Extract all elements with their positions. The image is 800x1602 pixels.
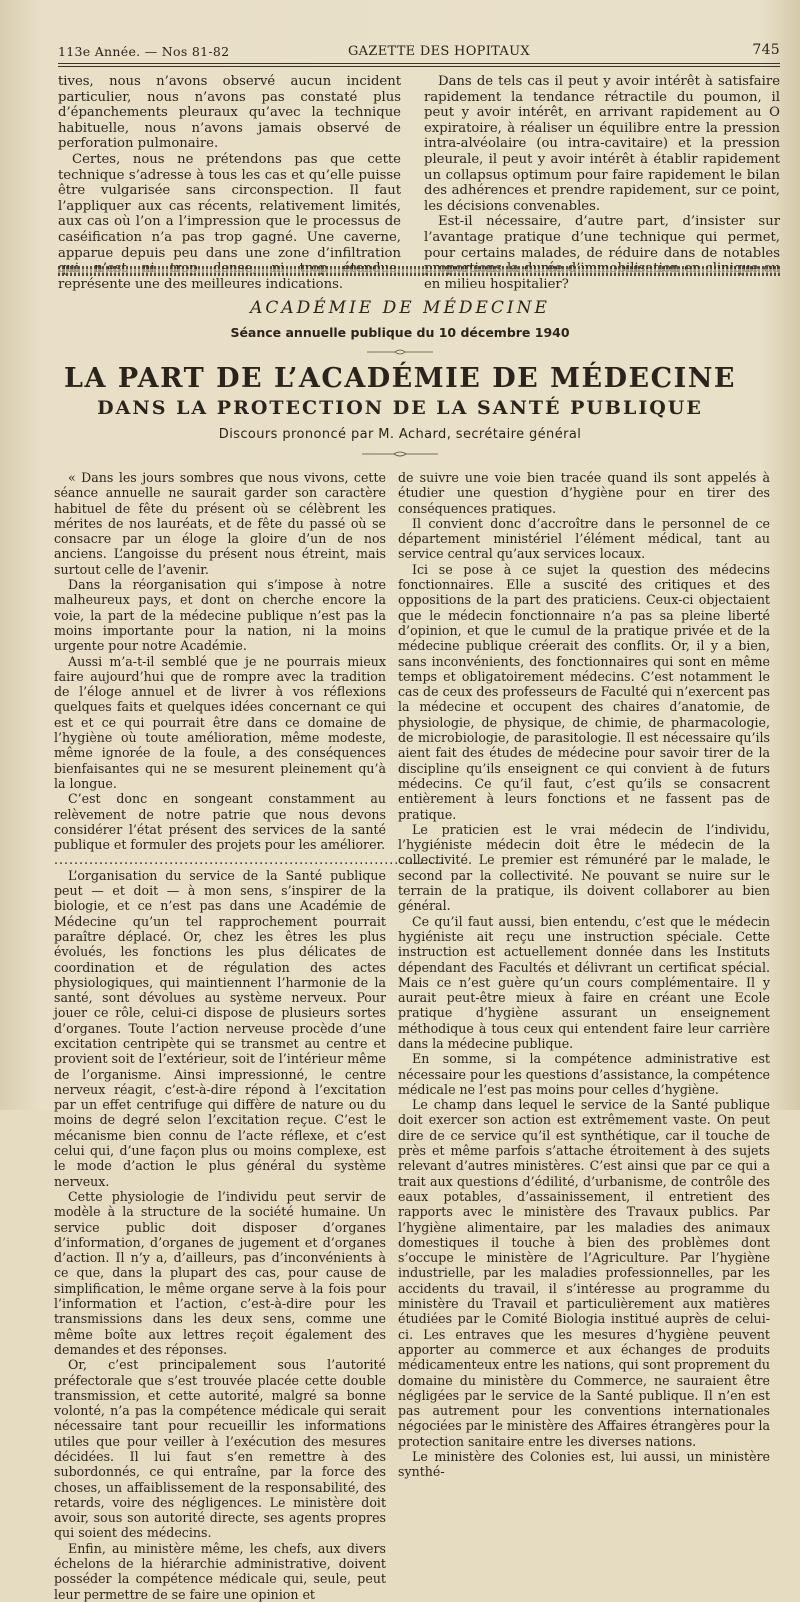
session-line: Séance annuelle publique du 10 décembre 1940 <box>230 325 570 340</box>
paragraph: Aussi m’a-t-il semblé que je ne pourrais mieux faire aujourd’hui que de rompre avec la tradition de l’éloge annuel et de livrer à vos réflexions quelques faits et quelques idées concernant ce qui est et ce qui pourrait être dans ce domaine de l’hygiène où toute amélioration, même modeste, même ignorée de la foule, a des conséquences bienfaisantes qui ne se mesurent pleinement qu’à la longue. <box>54 653 386 791</box>
paragraph: tives, nous n’avons observé aucun incident particulier, nous n’avons pas constaté plus d’épanchements pleuraux qu’avec la technique habituelle, nous n’avons jamais observé de perforation pulmonaire. <box>58 74 401 152</box>
paragraph: Est-il nécessaire, d’autre part, d’insister sur l’avantage pratique d’une technique qui permet, pour certains malades, de réduire dans de notables en milieu hospitalier? <box>424 214 780 292</box>
paragraph: Dans la réorganisation qui s’impose à notre malheureux pays, et dont on cherche encore la voie, la part de la médecine publique n’est pas la moins importante pour la nation, ni la moins urgente pour notre Académie. <box>54 577 386 654</box>
body-right-column <box>398 470 770 1480</box>
paragraph: Le ministère des Colonies est, lui aussi, un ministère synthé- <box>398 1449 770 1480</box>
paragraph: C’est donc en songeant constamment au relèvement de notre patrie que nous devons considérer l’état présent des services de la santé publique et formuler des projets pour les améliorer. <box>54 791 386 853</box>
issue-number: 113e Année. — Nos 81-82 <box>58 44 230 59</box>
academy-heading: ACADÉMIE DE MÉDECINE <box>250 298 550 318</box>
paragraph: En somme, si la compétence administrative est nécessaire pour les questions d’assistance, la compétence médicale ne l’est pas moins pour celles d’hygiène. <box>398 1051 771 1097</box>
paragraph: Le champ dans lequel le service de la Santé publique doit exercer son action est extrêmement vaste. On peut dire de ce service qu’il est synthétique, car il touche de près et même parfois s’attache étroitement à des sujets relevant d’autres ministères. C’est ainsi que par ce qui a trait aux questions d’édilité, d’urbanisme, de contrôle des eaux potables, d’assainissement, il entretient des rapports avec le ministère des Travaux publics. Par l’hygiène alimentaire, par les maladies des animaux domestiques il touche à bien des problèmes dont s’occupe le ministère de l’Agriculture. Par l’hygiène industrielle, par les maladies professionnelles, par les accidents du travail, il s’intéresse au programme du ministère du Travail et particulièrement aux matières étudiées par le Comité Biologia institué auprès de celui-ci. Les entraves que les mesures d’hygiène peuvent apporter au commerce et aux échanges de produits médicamenteux entre les nations, qui sont proprement du domaine du ministère du Commerce, ne sauraient être négligées par le service de la Santé publique. Il n’en est pas autrement pour les conventions internationales négociées par le ministère des Affaires étrangères pour la protection sanitaire entre les diverses nations. <box>398 1097 770 1449</box>
paragraph: Or, c’est principalement sous l’autorité préfectorale que s’est trouvée placée cette double transmission, et cette autorité, malgré sa bonne volonté, n’a pas la compétence médicale qui serait nécessaire tant pour recueillir les informations utiles que pour veiller à l’exécution des mesures décidées. Il lui faut s’en remettre à des subordonnés, ce qui entraîne, par la force des choses, un affaiblissement de la responsabilité, des retards, voire des négligences. Le ministère doit avoir, sous son autorité directe, ses agents propres qui soient des médecins. <box>54 1357 386 1541</box>
paragraph: L’organisation du service de la Santé publique peut — et doit — à mon sens, s’inspirer de la biologie, et ce n’est pas dans une Académie de Médecine qu’un tel rapprochement pourrait paraître déplacé. Or, chez les êtres les plus évolués, les fonctions les plus délicates de coordination et de régulation des actes physiologiques, qui maintiennent l’harmonie de la santé, sont dévolues au système nerveux. Pour jouer ce rôle, celui-ci dispose de plusieurs sortes d’organes. Toute l’action nerveuse procède d’une excitation centripète qui se transmet au centre et provient soit de l’extérieur, soit de l’intérieur même de l’organisme. Ainsi impressionné, le centre nerveux réagit, c’est-à-dire répond à l’excitation par un effet centrifuge qui diffère de nature ou du moins de degré selon l’excitation reçue. C’est le mécanisme bien connu de l’acte réflexe, et c’est celui qui, d’une façon plus ou moins complexe, est le mode d’action le plus général du système nerveux. <box>54 867 386 1189</box>
paragraph: Enfin, au ministère même, les chefs, aux divers échelons de la hiérarchie administrative, doivent posséder la compétence médicale qui, seule, peut leur permettre de se faire une opinion et <box>54 1540 386 1602</box>
ornamental-divider-band <box>58 269 780 273</box>
running-header <box>58 40 780 62</box>
paragraph: Cette physiologie de l’individu peut servir de modèle à la structure de la société humaine. Un service public doit disposer d’organes d’information, d’organes de jugement et d’organes d’action. Il n’y a, d’ailleurs, pas d’inconvénients à ce que, dans la plupart des cas, pour cause de simplification, le même organe serve à la fois pour l’information et l’action, c’est-à-dire pour les transmissions dans les deux sens, comme une même boîte aux lettres reçoit également des demandes et des réponses. <box>54 1188 386 1357</box>
paragraph: Dans de tels cas il peut y avoir intérêt à satisfaire rapidement la tendance rétractile du poumon, il peut y avoir intérêt, en arrivant rapidement au O expiratoire, à réaliser un équilibre entre la pression intra-alvéolaire (ou intra-cavitaire) et la pression pleurale, il peut y avoir intérêt à établir rapidement un collapsus optimum pour faire rapidement le bilan des adhérences et prendre rapidement, sur ce point, les décisions convenables. <box>424 74 780 214</box>
byline: Discours prononcé par M. Achard, secrétaire général <box>218 427 582 442</box>
header-rule <box>58 63 780 64</box>
paragraph: Ce qu’il faut aussi, bien entendu, c’est que le médecin hygiéniste ait reçu une instruction spéciale. Cette instruction est actuellement donnée dans les Instituts dépendant des Facultés et délivrant un certificat spécial. Mais ce n’est guère qu’un cours complémentaire. Il y aurait peut-être mieux à faire en créant une Ecole pratique d’hygiène assurant un enseignement méthodique à tous ceux qui entendent faire leur carrière dans la médecine publique. <box>398 913 770 1051</box>
article-subtitle: DANS LA PROTECTION DE LA SANTÉ PUBLIQUE <box>97 397 703 419</box>
body-left-column <box>54 470 445 1602</box>
paragraph: Il convient donc d’accroître dans le personnel de ce département ministériel l’élément médical, tant au service central qu’aux services locaux. <box>398 515 770 562</box>
top-right-column <box>424 74 780 292</box>
header-rule-2 <box>58 66 780 67</box>
section-dots: .............................................................................. <box>54 852 445 868</box>
paragraph: « Dans les jours sombres que nous vivons, cette séance annuelle ne saurait garder son caractère habituel de fête du présent où se célèbrent les mérites de nos lauréats, et de fête du passé où se consacre par un éloge la gloire d’un de nos anciens. L’angoisse du présent nous étreint, mais surtout celle de l’avenir. <box>54 470 386 577</box>
paragraph: Ici se pose à ce sujet la question des médecins fonctionnaires. Elle a suscité des critiques et des oppositions de la part des praticiens. Ceux-ci objectaient que le médecin fonctionnaire n’a pas sa pleine liberté d’opinion, et que le cumul de la pratique privée et de la médecine publique créerait des conflits. Or, il y a bien, sans inconvénients, des fonctionnaires qui sont en même temps et obligatoirement médecins. C’est notamment le cas de ceux des professeurs de Faculté qui n’exercent pas la médecine et occupent des chaires d’anatomie, de physiologie, de physique, de chimie, de pharmacologie, de microbiologie, de parasitologie. Il est nécessaire qu’ils aient fait des études de médecine pour savoir tirer de la discipline qu’ils enseignent ce qui convient à de futurs médecins. Ce qu’il faut, c’est qu’ils se consacrent entièrement à leurs fonctions et ne fassent pas de pratique. <box>398 561 770 822</box>
flourish-divider-2 <box>0 450 800 461</box>
page-number: 745 <box>752 42 780 58</box>
flourish-divider <box>0 348 800 359</box>
top-left-column <box>58 74 401 292</box>
paragraph: de suivre une voie bien tracée quand ils sont appelés à étudier une question d’hygiène pour en tirer des conséquences pratiques. <box>398 470 770 516</box>
paragraph: Le praticien est le vrai médecin de l’individu, l’hygiéniste médecin doit être le médecin de la collectivité. Le premier est rémunéré par le malade, le second par la collectivité. Ne pouvant se nuire sur le terrain de la pratique, ils doivent collaborer au bien général. <box>398 821 770 914</box>
paragraph: Certes, nous ne prétendons pas que cette technique s’adresse à tous les cas et qu’elle puisse être vulgarisée sans circonspection. Il faut l’appliquer aux cas récents, relativement limités, aux cas où l’on a l’impression que le processus de caséification n’a pas trop gagné. Une caverne, apparue depuis peu dans une zone d’infiltration représente une des meilleures indications. <box>58 151 401 292</box>
journal-title: GAZETTE DES HOPITAUX <box>348 44 530 59</box>
article-title: LA PART DE L’ACADÉMIE DE MÉDECINE <box>64 363 736 394</box>
